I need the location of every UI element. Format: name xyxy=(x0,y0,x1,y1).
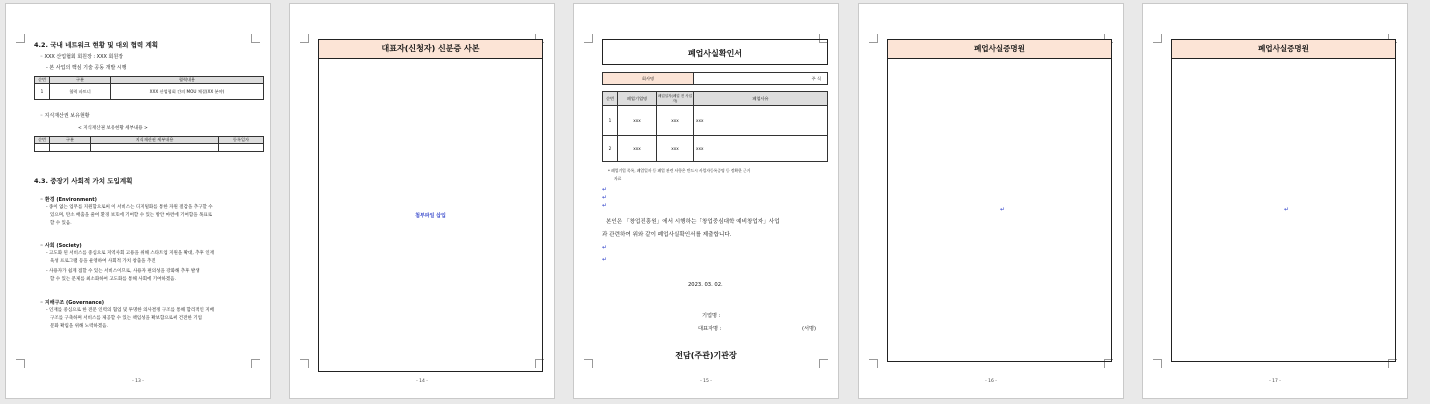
paragraph-mark: ↵ xyxy=(602,202,608,209)
table-cell: xxx xyxy=(694,106,828,136)
crop-mark xyxy=(300,34,309,43)
table-cell: 2 xyxy=(603,136,618,162)
governance-title: ◦ 지배구조 (Governance) xyxy=(40,300,105,306)
box-title: 폐업사실증명원 xyxy=(1172,40,1395,59)
id-card-copy-box xyxy=(318,39,543,372)
document-page-17 xyxy=(1142,3,1408,399)
closure-certificate-box xyxy=(887,39,1112,362)
table-cell: 협력 파트너 xyxy=(50,84,111,100)
company-value: 주 식 xyxy=(694,73,828,85)
document-page-16 xyxy=(858,3,1124,399)
table-cell: XXX 산업협회 간의 MOU 체결(XX 분야) xyxy=(111,84,264,100)
title-box xyxy=(602,39,828,65)
page-number: - 14 - xyxy=(416,379,428,384)
paragraph-mark: ↵ xyxy=(602,244,608,251)
table-header: 구분 xyxy=(50,137,91,144)
table-cell: xxx xyxy=(694,136,828,162)
closure-certificate-box xyxy=(1171,39,1396,362)
page-number: - 15 - xyxy=(700,379,712,384)
society-title: ◦ 사회 (Society) xyxy=(40,243,82,249)
crop-mark xyxy=(869,359,878,368)
body-line: 과 관련하여 위와 같이 폐업사실확인서를 제출합니다. xyxy=(602,232,732,238)
table-cell: xxx xyxy=(657,136,694,162)
table-header: 지식재산권 세부내용 xyxy=(91,137,219,144)
table-header: 등록일자 xyxy=(219,137,264,144)
seal-label: (서명) xyxy=(802,326,817,332)
crop-mark xyxy=(300,359,309,368)
table-header: 협력내용 xyxy=(111,77,264,84)
paragraph-mark: ↵ xyxy=(1000,206,1006,213)
table-header: 폐업기업명 xyxy=(618,92,657,106)
crop-mark xyxy=(16,34,25,43)
ip-caption: < 지식재산권 보유현황 세부내용 > xyxy=(78,126,148,131)
company-label: 회사명 xyxy=(603,73,694,85)
table-cell: 1 xyxy=(603,106,618,136)
env-line: - 종이 없는 업무를 지원함으로써 이 서비스는 디지털화를 통한 자원 절감을 추구할 수 xyxy=(46,205,213,210)
crop-mark xyxy=(1153,34,1162,43)
page-number: - 16 - xyxy=(985,379,997,384)
env-line: 할 수 있음. xyxy=(50,221,72,226)
issuing-authority: 전담(주관)기관장 xyxy=(675,351,737,360)
box-title: 대표자(신청자) 신분증 사본 xyxy=(319,40,542,59)
document-page-13 xyxy=(5,3,271,399)
page-number: - 13 - xyxy=(132,379,144,384)
governance-line: 구조를 구축하며 서비스를 제공할 수 있는 책임성을 확보함으로써 건전한 기업 xyxy=(50,316,202,321)
page-number: - 17 - xyxy=(1269,379,1281,384)
env-title: ◦ 환경 (Environment) xyxy=(40,197,97,203)
env-line: 있으며, 탄소 배출을 줄여 환경 보호에 기여할 수 있는 방안 마련에 기여함을 목표로 xyxy=(50,213,213,218)
paragraph-mark: ↵ xyxy=(602,256,608,263)
table-header: 순번 xyxy=(35,137,50,144)
representative-line: 대표자명 : xyxy=(698,326,722,332)
footnote: * 폐업기업 목록, 폐업일자 등 폐업 관련 사항은 반드시 사업자등록증명 등 정확한 근거 xyxy=(608,168,751,173)
crop-mark xyxy=(16,359,25,368)
table-cell: xxx xyxy=(618,106,657,136)
cooperation-table xyxy=(34,76,264,100)
paragraph-mark: ↵ xyxy=(1284,206,1290,213)
closure-table xyxy=(602,91,828,162)
company-table xyxy=(602,72,828,85)
crop-mark xyxy=(251,34,260,43)
table-header: 폐업사유 xyxy=(694,92,828,106)
table-cell: xxx xyxy=(618,136,657,162)
paragraph-mark: ↵ xyxy=(602,194,608,201)
society-line: - 사용자가 쉽게 접할 수 있는 서비스이므로, 사용자 편의성을 강화해 추후 발생 xyxy=(46,269,200,274)
section-heading: 4.2. 국내 네트워크 현황 및 대외 협력 계획 xyxy=(34,41,159,49)
ip-table xyxy=(34,136,264,152)
section-heading: 4.3. 중장기 사회적 가치 도입계획 xyxy=(34,177,133,185)
society-line: - 고도화 된 서비스를 중심으로 지역사회 고용을 위해 스타트업 지원을 확대, 추후 인재 xyxy=(46,251,215,256)
document-page-14 xyxy=(289,3,555,399)
table-header: 폐업일자(폐업 전 사업자) xyxy=(657,92,694,106)
org-item: ◦ XXX 산업협회 회원장 : XXX 회원장 xyxy=(40,54,124,60)
table-cell: xxx xyxy=(657,106,694,136)
crop-mark xyxy=(1153,359,1162,368)
governance-line: - 인재를 중심으로 한 전문 인력의 협업 및 투명한 의사결정 구조를 통해 합리적인 지배 xyxy=(46,308,215,313)
table-header: 순번 xyxy=(603,92,618,106)
table-cell: 1 xyxy=(35,84,50,100)
paragraph-mark: ↵ xyxy=(602,186,608,193)
attachment-placeholder: 첨부파일 삽입 xyxy=(415,213,446,219)
org-subitem: - 본 사업의 핵심 기술 공동 개발 시행 xyxy=(46,65,127,71)
table-header: 구분 xyxy=(50,77,111,84)
document-page-15 xyxy=(573,3,839,399)
doc-title: 폐업사실확인서 xyxy=(687,49,743,58)
body-line: 본인은 「창업진흥원」에서 시행하는「창업중심대학 예비창업자」사업 xyxy=(606,219,780,225)
society-line: 육성 프로그램 등을 운영하여 사회적 가치 창출을 추진 xyxy=(50,259,156,264)
table-header: 순번 xyxy=(35,77,50,84)
company-name-line: 기업명 : xyxy=(702,313,721,319)
box-title: 폐업사실증명원 xyxy=(888,40,1111,59)
date: 2023. 03. 02. xyxy=(688,282,723,288)
crop-mark xyxy=(584,34,593,43)
crop-mark xyxy=(869,34,878,43)
governance-line: 문화 확립을 위해 노력하겠음. xyxy=(50,324,108,329)
footnote: 자료 xyxy=(614,176,622,181)
society-line: 할 수 있는 문제를 최소화하여 고도화를 통해 사회에 기여하겠음. xyxy=(50,277,176,282)
ip-item: ◦ 지식재산권 보유현황 xyxy=(40,113,90,119)
crop-mark xyxy=(251,359,260,368)
